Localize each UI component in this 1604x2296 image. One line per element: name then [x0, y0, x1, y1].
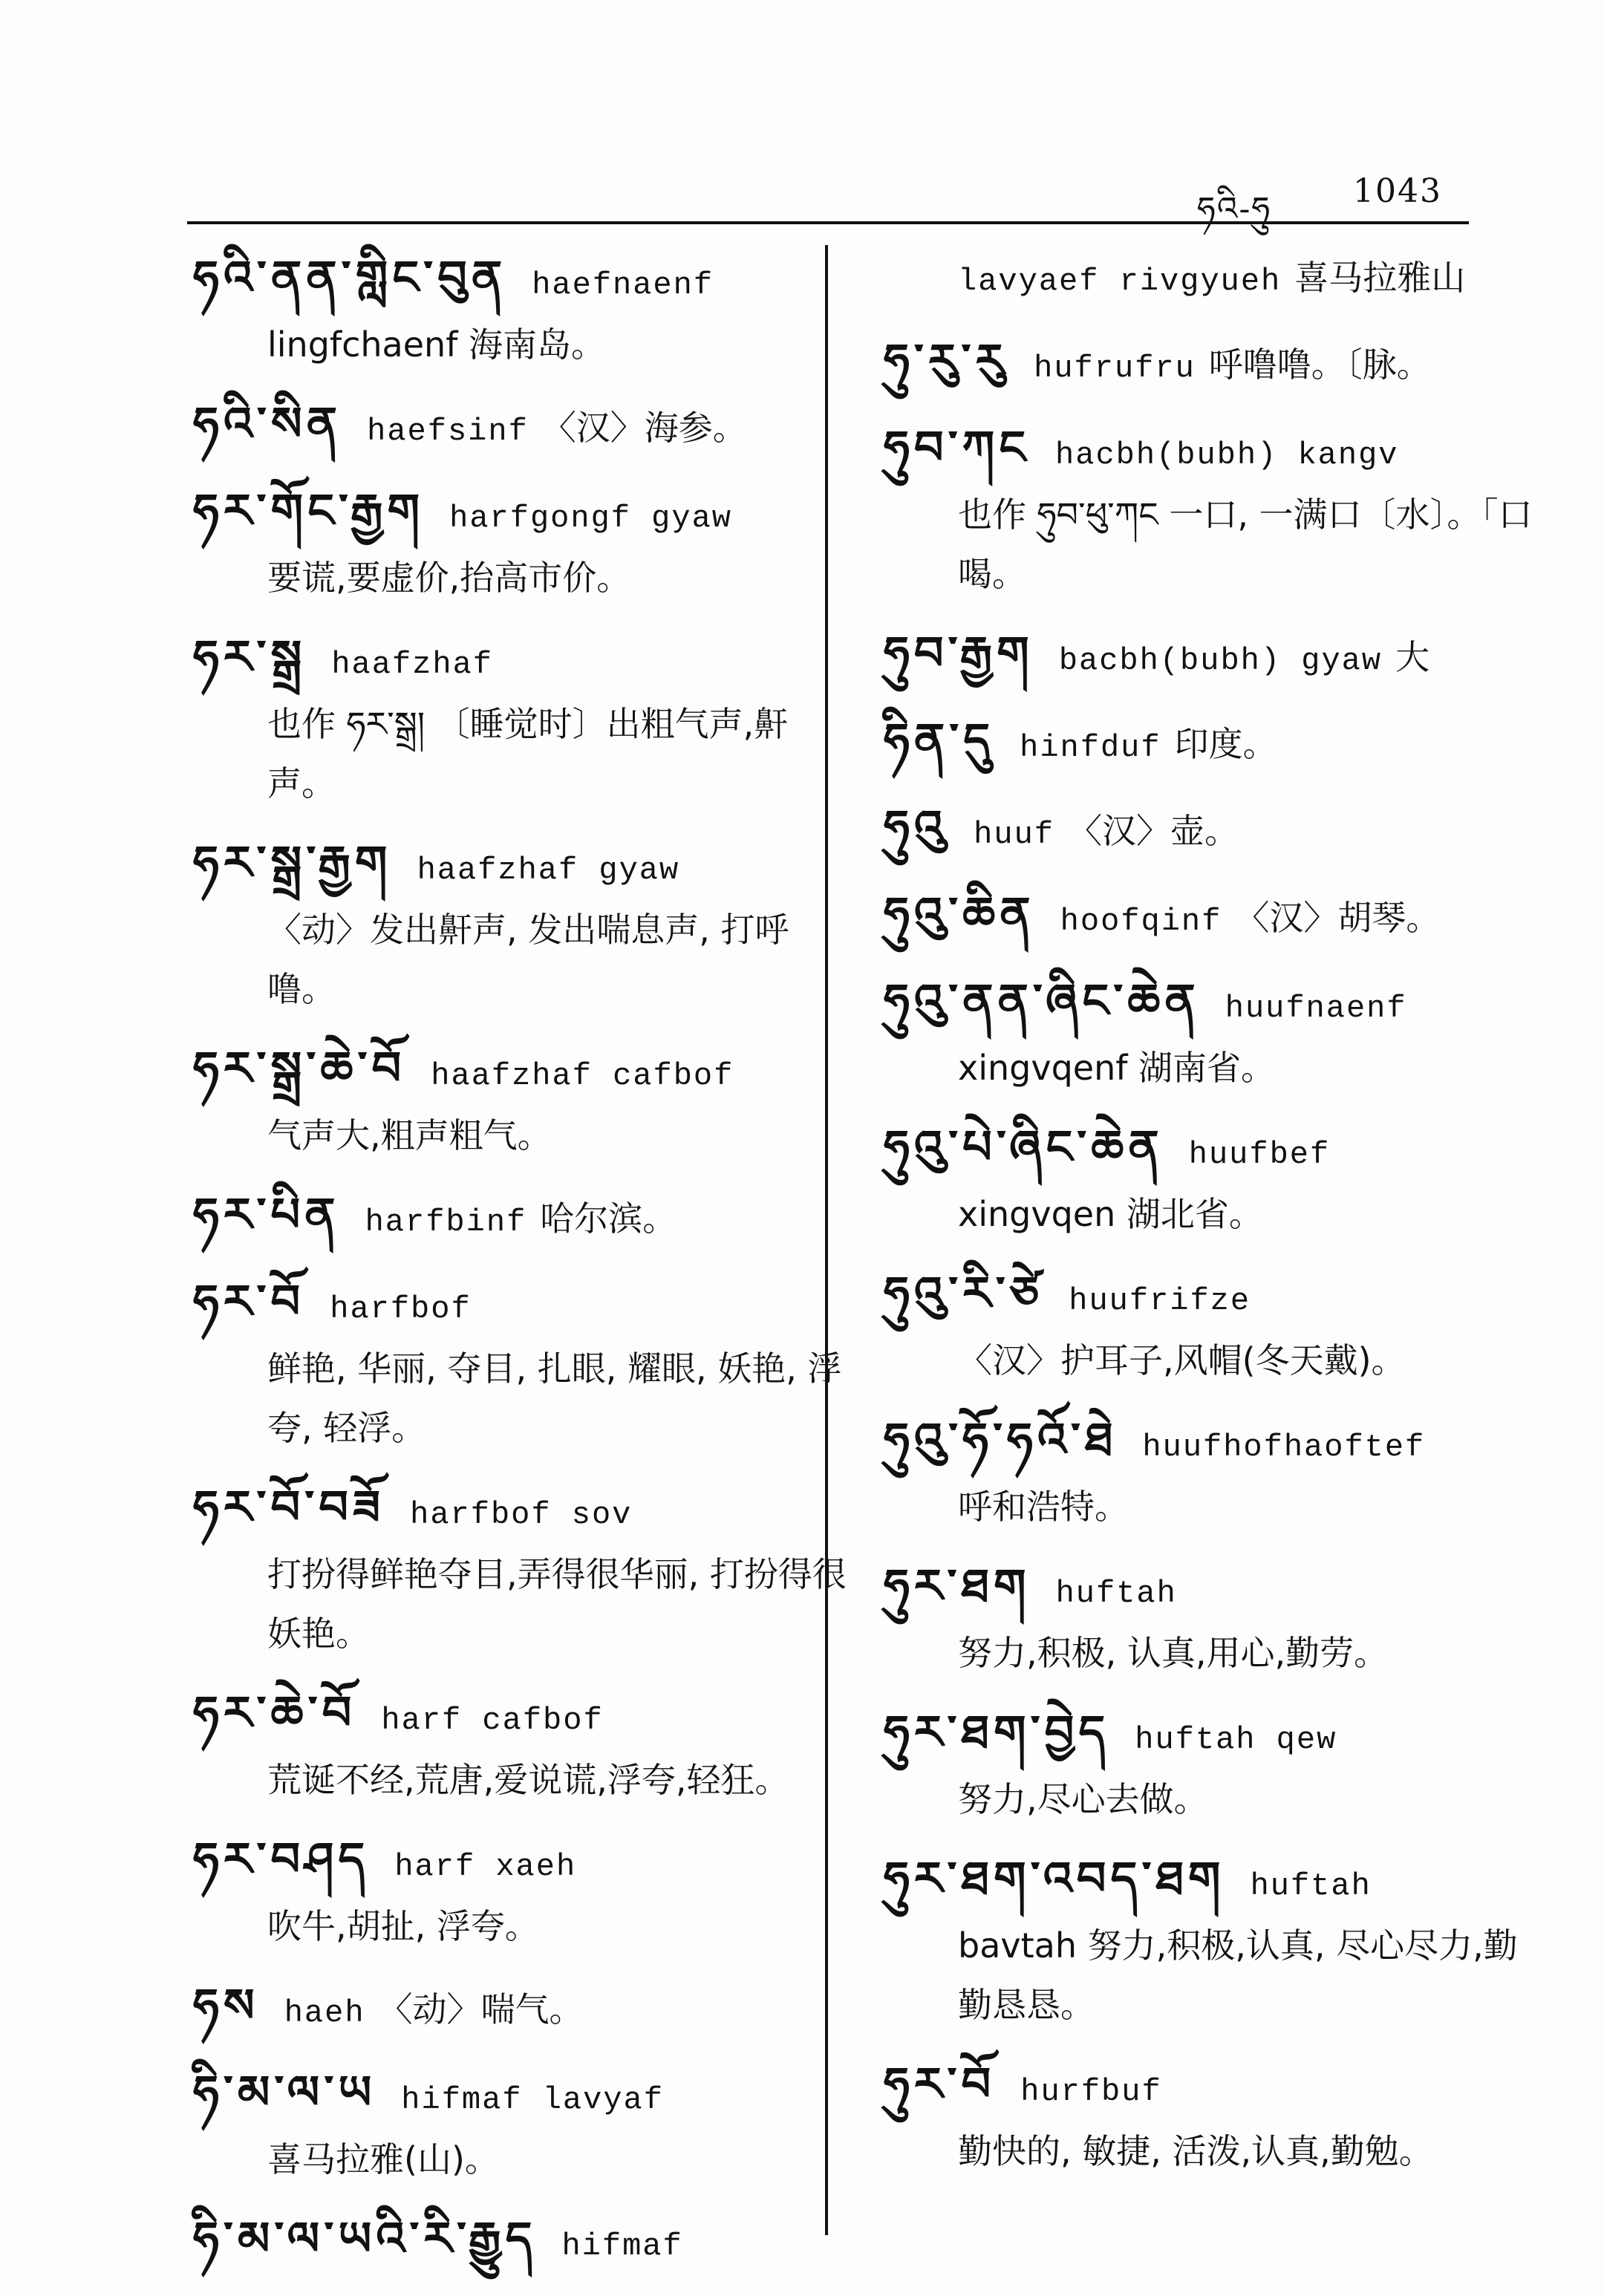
- entry: [884, 884, 1537, 951]
- entry-romanization: harfbof: [330, 1291, 472, 1327]
- entry-romanization: huufhofhaoftef: [1142, 1429, 1426, 1465]
- header-range: ཧའི-ཧུ: [1197, 190, 1272, 228]
- entry: [884, 331, 1537, 398]
- entry-romanization: haafzhaf gyaw: [417, 852, 680, 888]
- entry: [193, 481, 847, 607]
- entry-definition: 哈尔滨。: [540, 1198, 677, 1239]
- entry-definition: 〈动〉发出鼾声, 发出喘息声, 打呼噜。: [267, 910, 789, 1009]
- entry-headword: ཧུབ་ཀང: [884, 420, 1031, 474]
- entry-definition: 〈汉〉胡琴。: [1235, 898, 1441, 938]
- entry-romanization: hifmaf: [561, 2228, 683, 2264]
- entry-headword: ཧུའུ་ནན་ཞིང་ཆེན: [884, 973, 1200, 1028]
- entry-definition: 气声大,粗声粗气。: [267, 1115, 552, 1155]
- entry: [193, 2209, 847, 2276]
- entry-romanization: haafzhaf cafbof: [431, 1058, 734, 1094]
- entry: [193, 1272, 847, 1458]
- entry-romanization: hurfbuf: [1020, 2074, 1162, 2110]
- entry-headword: ཧུའུ་ཆིན: [884, 887, 1035, 941]
- page-number: 1043: [1353, 172, 1442, 210]
- entry-romanization: haefsinf: [367, 414, 529, 449]
- entry: [193, 1830, 847, 1956]
- entry: [193, 833, 847, 1019]
- entry-definition: 要谎,要虚价,抬高市价。: [267, 558, 631, 598]
- entry-romanization: hoofqinf: [1060, 904, 1222, 939]
- entry-romanization: huufnaenf: [1225, 991, 1407, 1026]
- entry-definition: 印度。: [1174, 724, 1277, 764]
- entry-definition: 鲜艳, 华丽, 夺目, 扎眼, 耀眼, 妖艳, 浮夸, 轻浮。: [267, 1348, 842, 1448]
- entry: [884, 798, 1537, 864]
- entry-headword: ཧར་གོང་རྒྱག: [193, 483, 425, 538]
- entry-definition: 也作 ཧར་སྒྲ། 〔睡觉时〕出粗气声,鼾声。: [267, 704, 789, 803]
- entry-definition: 努力,积极, 认真,用心,勤劳。: [958, 1633, 1389, 1673]
- entry-headword: ཧར་བོ་བཟོ: [193, 1480, 385, 1534]
- entry-definition: xingvqenf 湖南省。: [958, 1048, 1276, 1088]
- entry-definition: 勤快的, 敏捷, 活泼,认真,勤勉。: [958, 2131, 1433, 2171]
- entry: [884, 1118, 1537, 1244]
- entry-definition: 喜马拉雅(山)。: [267, 2139, 499, 2179]
- entry-romanization: bacbh(bubh) gyaw: [1058, 643, 1383, 679]
- entry-definition: 吹牛,胡扯, 浮夸。: [267, 1906, 539, 1946]
- entry-headword: ཧར་ཆེ་བོ: [193, 1686, 356, 1740]
- entry-definition: lingfchaenf 海南岛。: [267, 324, 606, 365]
- entry-headword: ཧར་བོ: [193, 1274, 305, 1328]
- entry-definition: 荒诞不经,荒唐,爱说谎,浮夸,轻狂。: [267, 1760, 789, 1800]
- entry: [193, 1478, 847, 1663]
- entry-headword: ཧར་བཤད: [193, 1832, 370, 1886]
- entry: [884, 624, 1537, 691]
- entry: [193, 1976, 847, 2043]
- entry: [884, 2055, 1537, 2181]
- entry-headword: ཧི་མ་ལ་ཡའི་རི་རྒྱུད: [193, 2211, 537, 2266]
- entry-headword: ཧར་སྒྲ: [193, 630, 307, 684]
- entry: [884, 1410, 1537, 1536]
- entry-headword: ཧུའུ་པེ་ཞིང་ཆེན: [884, 1120, 1164, 1174]
- entry-headword: ཧུབ་རྒྱག: [884, 626, 1034, 680]
- entry-definition: 〈汉〉壶。: [1067, 811, 1239, 851]
- entry-romanization: huufbef: [1188, 1137, 1331, 1173]
- entry-definition: 〈动〉喘气。: [378, 1989, 584, 2029]
- entry-romanization: haeh: [284, 1995, 365, 2031]
- entry-headword: ཧི་མ་ལ་ཡ: [193, 2065, 376, 2119]
- entry-definition: xingvqen 湖北省。: [958, 1194, 1263, 1234]
- entry: [193, 2063, 847, 2189]
- entry: [884, 711, 1537, 777]
- entry-definition: 努力,尽心去做。: [958, 1779, 1208, 1819]
- entry: [193, 394, 847, 461]
- header-rule: [187, 221, 1469, 224]
- entry-romanization: lavyaef rivgyueh: [958, 264, 1282, 299]
- entry-headword: ཧུར་བོ: [884, 2057, 996, 2111]
- entry-definition: 〈汉〉护耳子,风帽(冬天戴)。: [958, 1340, 1406, 1380]
- entry-romanization: harfbof sov: [410, 1497, 633, 1533]
- entry-romanization: haefnaenf: [532, 267, 714, 303]
- entry-headword: ཧུར་ཐག་བྱེད: [884, 1705, 1110, 1759]
- entry: [193, 627, 847, 813]
- entry-headword: ཧའི་ནན་གླིང་བུན: [193, 250, 507, 304]
- entry-romanization: huftah qew: [1135, 1722, 1337, 1758]
- entry-romanization: huufrifze: [1069, 1283, 1251, 1319]
- entry-definition: bavtah 努力,积极,认真, 尽心尽力,勤勤恳恳。: [958, 1925, 1518, 2025]
- entry: [193, 1683, 847, 1810]
- entry-definition: 也作 ཧུབ་ཕུ་ཀང 一口, 一满口〔水〕。「口喝。: [958, 495, 1533, 594]
- entry-headword: ཧར་སྒྲ་རྒྱག: [193, 835, 392, 890]
- entry-romanization: harfbinf: [365, 1204, 527, 1240]
- entry-definition: 呼和浩特。: [958, 1487, 1129, 1527]
- entry: [884, 1264, 1537, 1390]
- entry-romanization: huftah: [1250, 1868, 1372, 1904]
- entry-romanization: hinfduf: [1020, 730, 1161, 766]
- entry: [193, 1185, 847, 1252]
- entry: [193, 1039, 847, 1165]
- right-column: [884, 248, 1537, 2201]
- entry: [884, 418, 1537, 604]
- entry: [884, 1849, 1537, 2035]
- entry-headword: ཧར་སྒྲ་ཆེ་བོ: [193, 1041, 406, 1095]
- entry-romanization: hifmaf lavyaf: [401, 2082, 664, 2118]
- entry-headword: ཧུའུ: [884, 800, 949, 854]
- entry-romanization: huftah: [1055, 1576, 1177, 1611]
- entry-headword: ཧིན་དུ: [884, 713, 995, 767]
- left-column: [193, 248, 847, 2296]
- entry-romanization: huuf: [974, 817, 1054, 852]
- entry-romanization: hufrufru: [1034, 350, 1196, 386]
- entry-romanization: harf xaeh: [394, 1849, 577, 1885]
- entry-definition: 呼噜噜。〔脉。: [1208, 345, 1431, 385]
- entry-definition: 大: [1395, 637, 1430, 677]
- entry: [193, 248, 847, 374]
- entry-headword: ཧའི་སིན: [193, 397, 342, 451]
- entry-romanization: harfgongf gyaw: [449, 500, 732, 536]
- entry-romanization: hacbh(bubh) kangv: [1055, 437, 1399, 473]
- entry: [884, 1703, 1537, 1829]
- entry-headword: ཧུའུ་རི་ཙེ: [884, 1266, 1044, 1320]
- entry-headword: ཧར་པིན: [193, 1187, 340, 1242]
- entry-headword: ཧུ་རུ་རུ: [884, 333, 1009, 388]
- entry-headword: ཧུར་ཐག་འབད་ཐག: [884, 1851, 1225, 1905]
- entry: [884, 1556, 1537, 1683]
- entry: [958, 248, 1537, 311]
- entry-definition: 打扮得鲜艳夺目,弄得很华丽, 打扮得很妖艳。: [267, 1554, 847, 1654]
- entry-headword: ཧུའུ་ཧོ་ཧའོ་ཐེ: [884, 1412, 1118, 1467]
- entry-romanization: haafzhaf: [331, 647, 493, 682]
- entry-headword: ཧས: [193, 1978, 259, 2032]
- entry: [884, 971, 1537, 1098]
- entry-definition: 〈汉〉海参。: [541, 408, 747, 448]
- entry-headword: ཧུར་ཐག: [884, 1559, 1031, 1613]
- entry-definition: 喜马拉雅山: [1294, 258, 1466, 298]
- entry-romanization: harf cafbof: [381, 1703, 604, 1738]
